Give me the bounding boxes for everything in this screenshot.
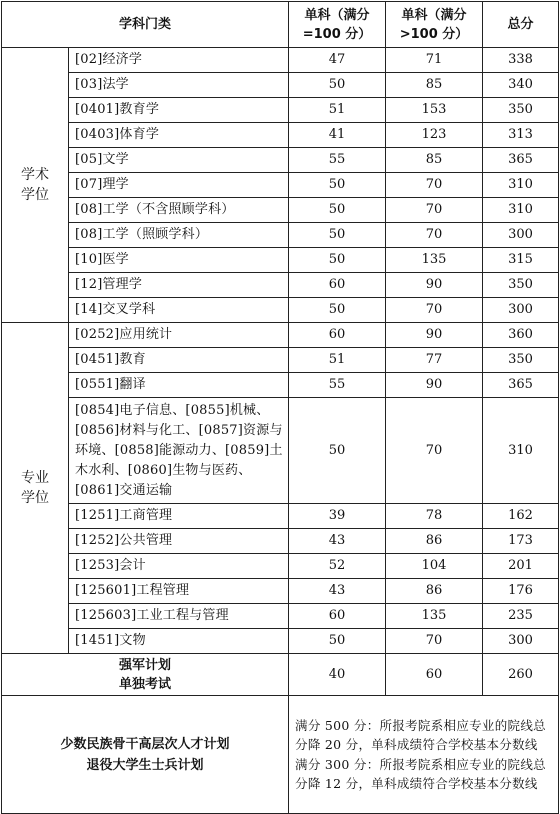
single-100-cell: 50	[289, 629, 386, 654]
single-100-cell: 50	[289, 173, 386, 198]
table-row	[2, 629, 559, 654]
total-cell: 350	[483, 348, 559, 373]
total-cell: 338	[483, 48, 559, 73]
total-cell: 310	[483, 198, 559, 223]
minority-plan-note: 满分 500 分：所报考院系相应专业的院线总分降 20 分，单科成绩符合学校基本分数线 满分 300 分：所报考院系相应专业的院线总分降 12 分，单科成绩符合学校基本分数线	[289, 696, 559, 814]
subject-cell: [0403]体育学	[69, 123, 289, 148]
total-cell: 340	[483, 73, 559, 98]
total-cell: 173	[483, 529, 559, 554]
subject-cell: [125603]工业工程与管理	[69, 604, 289, 629]
single-100-cell: 50	[289, 223, 386, 248]
single-100-cell: 43	[289, 579, 386, 604]
table-row	[2, 398, 559, 504]
table-row	[2, 173, 559, 198]
header-row	[2, 2, 559, 48]
table-row	[2, 554, 559, 579]
single-100-cell: 51	[289, 348, 386, 373]
single-100-cell: 41	[289, 123, 386, 148]
single-gt100-cell: 123	[386, 123, 483, 148]
table-row	[2, 504, 559, 529]
table-row	[2, 273, 559, 298]
subject-cell: [07]理学	[69, 173, 289, 198]
subject-cell: [08]工学（不含照顾学科）	[69, 198, 289, 223]
subject-cell: [0252]应用统计	[69, 323, 289, 348]
total-cell: 365	[483, 148, 559, 173]
subject-cell: [14]交叉学科	[69, 298, 289, 323]
subject-cell: [03]法学	[69, 73, 289, 98]
single-100-cell: 51	[289, 98, 386, 123]
single-100-cell: 47	[289, 48, 386, 73]
single-gt100-cell: 70	[386, 629, 483, 654]
total-cell: 360	[483, 323, 559, 348]
total-cell: 235	[483, 604, 559, 629]
total-cell: 350	[483, 273, 559, 298]
table-row	[2, 73, 559, 98]
table-row	[2, 198, 559, 223]
table-row	[2, 348, 559, 373]
single-gt100-cell: 90	[386, 323, 483, 348]
table-row	[2, 248, 559, 273]
special-plan-label: 强军计划 单独考试	[2, 654, 289, 696]
single-100-cell: 60	[289, 273, 386, 298]
single-gt100-cell: 90	[386, 273, 483, 298]
single-gt100-cell: 135	[386, 604, 483, 629]
subject-cell: [1451]文物	[69, 629, 289, 654]
subject-cell: [0451]教育	[69, 348, 289, 373]
subject-cell: [05]文学	[69, 148, 289, 173]
subject-cell: [10]医学	[69, 248, 289, 273]
table-row	[2, 98, 559, 123]
single-gt100-cell: 153	[386, 98, 483, 123]
table-row	[2, 148, 559, 173]
table-row	[2, 654, 559, 696]
subject-cell: [1252]公共管理	[69, 529, 289, 554]
subject-cell: [0854]电子信息、[0855]机械、[0856]材料与化工、[0857]资源与环境、[0858]能源动力、[0859]土木水利、[0860]生物与医药、[0861]交通运输	[69, 398, 289, 504]
header-single-gt100: 单科（满分>100 分）	[386, 2, 483, 48]
subject-cell: [12]管理学	[69, 273, 289, 298]
subject-cell: [0401]教育学	[69, 98, 289, 123]
total-cell: 162	[483, 504, 559, 529]
header-category: 学科门类	[2, 2, 289, 48]
single-gt100-cell: 70	[386, 223, 483, 248]
table-row	[2, 604, 559, 629]
header-total: 总分	[483, 2, 559, 48]
total-cell: 310	[483, 173, 559, 198]
subject-cell: [1251]工商管理	[69, 504, 289, 529]
single-gt100-cell: 104	[386, 554, 483, 579]
subject-cell: [02]经济学	[69, 48, 289, 73]
single-gt100-cell: 85	[386, 73, 483, 98]
single-100-cell: 50	[289, 298, 386, 323]
table-row	[2, 298, 559, 323]
single-gt100-cell: 135	[386, 248, 483, 273]
subject-cell: [125601]工程管理	[69, 579, 289, 604]
single-gt100-cell: 90	[386, 373, 483, 398]
single-gt100-cell: 70	[386, 298, 483, 323]
total-cell: 300	[483, 298, 559, 323]
total-cell: 201	[483, 554, 559, 579]
subject-cell: [0551]翻译	[69, 373, 289, 398]
professional-degree-label: 专业 学位	[2, 323, 69, 654]
total-cell: 315	[483, 248, 559, 273]
single-100-cell: 50	[289, 398, 386, 504]
minority-plan-label: 少数民族骨干高层次人才计划 退役大学生士兵计划	[2, 696, 289, 814]
single-gt100-cell: 85	[386, 148, 483, 173]
table-row	[2, 323, 559, 348]
table-row	[2, 373, 559, 398]
single-100-cell: 50	[289, 73, 386, 98]
table-row	[2, 696, 559, 814]
single-100-cell: 50	[289, 198, 386, 223]
single-gt100-cell: 77	[386, 348, 483, 373]
single-100-cell: 40	[289, 654, 386, 696]
single-100-cell: 60	[289, 604, 386, 629]
score-table	[1, 1, 559, 814]
total-cell: 310	[483, 398, 559, 504]
total-cell: 176	[483, 579, 559, 604]
single-100-cell: 39	[289, 504, 386, 529]
subject-cell: [08]工学（照顾学科）	[69, 223, 289, 248]
single-gt100-cell: 78	[386, 504, 483, 529]
subject-cell: [1253]会计	[69, 554, 289, 579]
table-row	[2, 48, 559, 73]
single-100-cell: 55	[289, 148, 386, 173]
total-cell: 365	[483, 373, 559, 398]
total-cell: 260	[483, 654, 559, 696]
single-gt100-cell: 70	[386, 398, 483, 504]
single-gt100-cell: 86	[386, 529, 483, 554]
table-row	[2, 223, 559, 248]
single-100-cell: 50	[289, 248, 386, 273]
total-cell: 313	[483, 123, 559, 148]
table-row	[2, 579, 559, 604]
single-100-cell: 52	[289, 554, 386, 579]
academic-degree-label: 学术 学位	[2, 48, 69, 323]
single-100-cell: 60	[289, 323, 386, 348]
single-gt100-cell: 86	[386, 579, 483, 604]
total-cell: 300	[483, 629, 559, 654]
single-gt100-cell: 70	[386, 173, 483, 198]
table-row	[2, 529, 559, 554]
total-cell: 300	[483, 223, 559, 248]
single-100-cell: 55	[289, 373, 386, 398]
single-gt100-cell: 60	[386, 654, 483, 696]
single-100-cell: 43	[289, 529, 386, 554]
table-row	[2, 123, 559, 148]
total-cell: 350	[483, 98, 559, 123]
single-gt100-cell: 70	[386, 198, 483, 223]
header-single-100: 单科（满分=100 分）	[289, 2, 386, 48]
single-gt100-cell: 71	[386, 48, 483, 73]
